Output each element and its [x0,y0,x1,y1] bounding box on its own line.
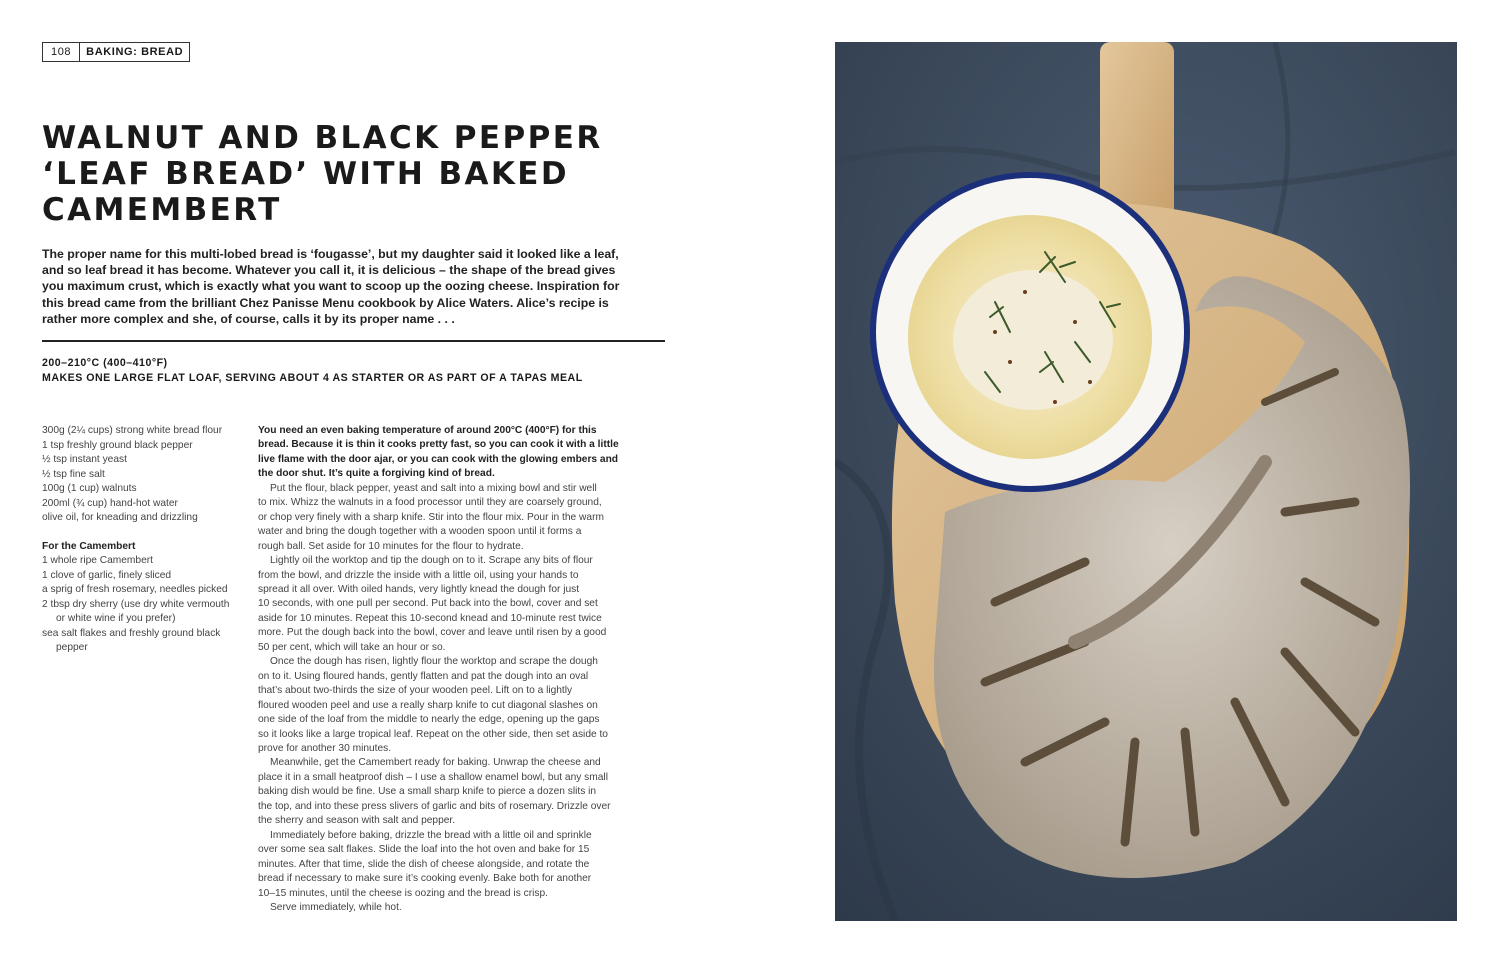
ingredient-item: ½ tsp instant yeast [42,454,127,465]
method-line: so it looks like a large tropical leaf. Repeat on the other side, then set aside to [258,728,608,740]
method-line: 10–15 minutes, until the cheese is oozing and the bread is crisp. [258,887,548,899]
ingredient-item: olive oil, for kneading and drizzling [42,512,198,523]
bread-and-camembert-illustration [835,42,1457,921]
title-line: CAMEMBERT [42,192,282,228]
ingredient-item: 1 tsp freshly ground black pepper [42,439,193,451]
intro-line: this bread came from the brilliant Chez Panisse Menu cookbook by Alice Waters. Alice’s recipe is [42,295,609,310]
method-line: 10 seconds, with one pull per second. Put back into the bowl, cover and set [258,598,598,610]
ingredient-item: 300g (2¼ cups) strong white bread flour [42,425,223,436]
method-line: Lightly oil the worktop and tip the dough on to it. Scrape any bits of flour [270,555,593,567]
recipe-yield: MAKES ONE LARGE FLAT LOAF, SERVING ABOUT 4 AS STARTER OR AS PART OF A TAPAS MEAL [42,371,583,384]
method-lead-line: live flame with the door ajar, or you can cook with the glowing embers and [258,453,619,465]
method-line: minutes. After that time, slide the dish of cheese alongside, and rotate the [258,858,590,870]
method-line: over some sea salt flakes. Slide the loaf into the hot oven and bake for 15 [258,844,590,856]
method-line: one side of the loaf from the middle to nearly the edge, opening up the gaps [258,714,600,726]
method-line: spread it all over. With oiled hands, very lightly knead the dough for just [258,583,580,595]
ingredient-item: sea salt flakes and freshly ground black pepper [42,627,221,653]
method-line: Put the flour, black pepper, yeast and salt into a mixing bowl and stir well [270,482,597,494]
method-line: the top, and into these press slivers of garlic and bits of rosemary. Drizzle over [258,800,611,812]
recipe-intro [42,246,667,327]
method-line: water and bring the dough together with a wooden spoon until it forms a [258,526,582,538]
section-label: BAKING: BREAD [86,46,184,58]
method-line: to mix. Whizz the walnuts in a food processor until they are coarsely ground, [258,497,602,509]
method-line: the sherry and season with salt and pepper. [258,815,456,827]
ingredient-item: 100g (1 cup) walnuts [42,483,137,494]
method-line: 50 per cent, which will take an hour or so. [258,641,446,653]
method-lead-line: You need an even baking temperature of around 200°C (400°F) for this [258,425,597,436]
method-line: Meanwhile, get the Camembert ready for baking. Unwrap the cheese and [270,757,601,769]
camembert-bowl [870,172,1190,492]
ingredient-item: 2 tbsp dry sherry (use dry white vermouth or white wine if you prefer) [42,598,230,624]
method-line: rough ball. Set aside for 10 minutes for the flour to hydrate. [258,540,524,552]
ingredient-item: 1 whole ripe Camembert [42,555,153,566]
intro-line: rather more complex and she, of course, calls it by its proper name . . . [42,311,455,326]
method-line: more. Put the dough back into the bowl, cover and leave until risen by a good [258,627,607,639]
ingredient-item: 1 clove of garlic, finely sliced [42,569,172,581]
method-line: from the bowl, and drizzle the inside with a little oil, using your hands to [258,569,579,581]
intro-line: The proper name for this multi-lobed bread is ‘fougasse’, but my daughter said it looked like a leaf, [42,247,619,261]
title-line: ‘LEAF BREAD’ WITH BAKED [42,156,569,192]
method-line: Serve immediately, while hot. [270,901,402,913]
page-number: 108 [43,43,80,61]
ingredient-item: ½ tsp fine salt [42,468,105,480]
recipe-photo [835,42,1457,921]
title-line: WALNUT AND BLACK PEPPER [42,120,603,156]
intro-line: you maximum crust, which is exactly what you want to scoop up the oozing cheese. Inspiration for [42,279,620,294]
recipe-meta [42,356,583,385]
method-line: Once the dough has risen, lightly flour the worktop and scrape the dough [270,656,598,668]
recipe-title [42,120,682,228]
method-line: floured wooden peel and use a really sharp knife to cut diagonal slashes on [258,699,598,711]
method-line: baking dish would be fine. Use a small sharp knife to pierce a dozen slits in [258,786,597,798]
method-line: Immediately before baking, drizzle the bread with a little oil and sprinkle [270,829,592,841]
method-lead-line: bread. Because it is thin it cooks pretty fast, so you can cook it with a little [258,439,619,451]
camembert-heading: For the Camembert [42,540,136,552]
method-text [258,424,666,915]
method-line: on to it. Using floured hands, gently flatten and pat the dough into an oval [258,670,589,682]
method-lead-line: the door shut. It’s quite a forgiving kind of bread. [258,468,495,480]
method-line: prove for another 30 minutes. [258,742,392,754]
method-line: bread if necessary to make sure it’s cooking evenly. Bake both for another [258,873,592,885]
method-line: aside for 10 minutes. Repeat this 10-second knead and 10-minute rest twice [258,612,602,624]
page-folio [42,42,190,62]
method-line: place it in a small heatproof dish – I use a shallow enamel bowl, but any small [258,771,608,783]
method-line: or chop very finely with a sharp knife. Stir into the flour mix. Pour in the warm [258,511,604,523]
divider-rule [42,340,665,342]
method-line: that’s about two-thirds the size of your wooden peel. Lift on to a lightly [258,685,573,697]
oven-temperature: 200–210°C (400–410°F) [42,357,168,369]
intro-line: and so leaf bread it has become. Whatever you call it, it is delicious – the shape of the bread gives [42,263,616,278]
ingredient-item: a sprig of fresh rosemary, needles picked [42,584,228,595]
ingredient-item: 200ml (¾ cup) hand-hot water [42,497,178,509]
ingredients-list [42,424,238,656]
